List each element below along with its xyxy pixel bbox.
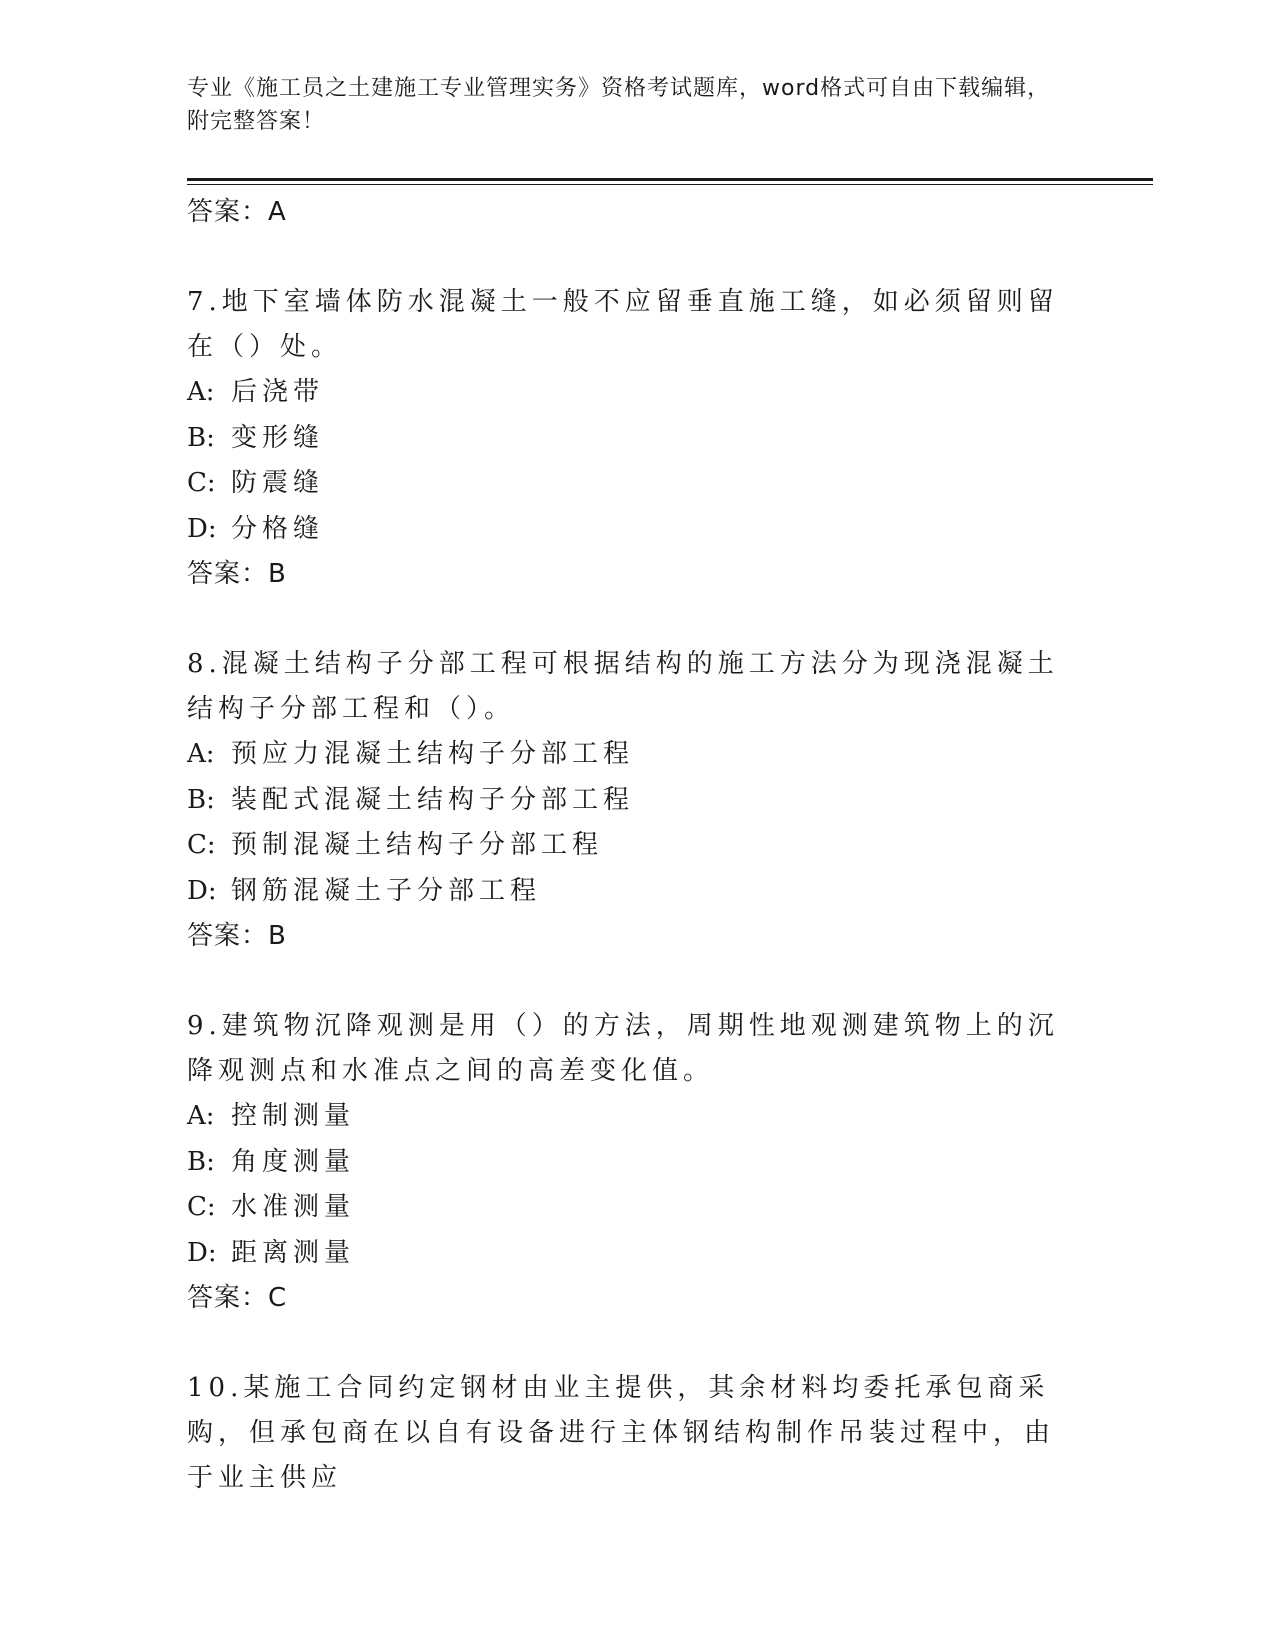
option-b xyxy=(187,416,1087,462)
option-text: 预制混凝土结构子分部工程 xyxy=(231,830,604,860)
option-text: 后浇带 xyxy=(231,377,325,407)
option-key: A: xyxy=(187,1101,215,1131)
option-key: D: xyxy=(187,875,217,906)
question-answer: 答案：B xyxy=(187,921,287,951)
option-text: 角度测量 xyxy=(231,1146,356,1177)
question-stem: 10.某施工合同约定钢材由业主提供，其余材料均委托承包商采购，但承包商在以自有设备进行主体钢结构制作吊装过程中，由于业主供应 xyxy=(187,1373,1056,1493)
option-text: 钢筋混凝土子分部工程 xyxy=(231,875,542,906)
option-c xyxy=(187,823,1087,869)
option-text: 防震缝 xyxy=(231,468,325,498)
option-d xyxy=(187,1231,1087,1277)
option-text: 装配式混凝土结构子分部工程 xyxy=(231,784,635,815)
previous-answer: 答案：A xyxy=(187,197,287,227)
option-d xyxy=(187,869,1087,915)
option-key: A: xyxy=(187,739,215,769)
question-answer: 答案：C xyxy=(187,1283,288,1313)
question-list xyxy=(187,190,1087,1501)
question-10 xyxy=(187,1366,1087,1501)
option-c xyxy=(187,461,1087,507)
option-text: 分格缝 xyxy=(231,513,325,544)
option-key: D: xyxy=(187,1237,217,1268)
option-key: A: xyxy=(187,377,215,407)
option-key: C: xyxy=(187,468,216,498)
option-key: C: xyxy=(187,1192,216,1222)
option-b xyxy=(187,1140,1087,1186)
option-a xyxy=(187,1094,1087,1140)
question-8 xyxy=(187,642,1087,958)
option-key: C: xyxy=(187,830,216,860)
option-text: 控制测量 xyxy=(231,1101,356,1131)
option-key: B: xyxy=(187,784,215,815)
question-stem: 8.混凝土结构子分部工程可根据结构的施工方法分为现浇混凝土结构子分部工程和（）。 xyxy=(187,649,1059,724)
option-d xyxy=(187,507,1087,553)
option-text: 水准测量 xyxy=(231,1192,356,1222)
page-header: 专业《施工员之土建施工专业管理实务》资格考试题库，word格式可自由下载编辑，附完整答案！ xyxy=(187,76,1051,134)
option-c xyxy=(187,1185,1087,1231)
option-a xyxy=(187,370,1087,416)
header-divider-thick xyxy=(187,178,1153,181)
option-text: 预应力混凝土结构子分部工程 xyxy=(231,739,635,769)
option-b xyxy=(187,778,1087,824)
option-text: 距离测量 xyxy=(231,1237,356,1268)
question-7 xyxy=(187,280,1087,596)
option-key: B: xyxy=(187,1146,215,1177)
question-9 xyxy=(187,1004,1087,1320)
option-a xyxy=(187,732,1087,778)
question-stem: 9.建筑物沉降观测是用（）的方法，周期性地观测建筑物上的沉降观测点和水准点之间的高差变化值。 xyxy=(187,1011,1059,1086)
question-stem: 7.地下室墙体防水混凝土一般不应留垂直施工缝，如必须留则留在（）处。 xyxy=(187,287,1059,362)
option-key: D: xyxy=(187,513,217,544)
question-answer: 答案：B xyxy=(187,559,287,589)
option-text: 变形缝 xyxy=(231,422,325,453)
option-key: B: xyxy=(187,422,215,453)
header-divider-thin xyxy=(187,184,1153,185)
